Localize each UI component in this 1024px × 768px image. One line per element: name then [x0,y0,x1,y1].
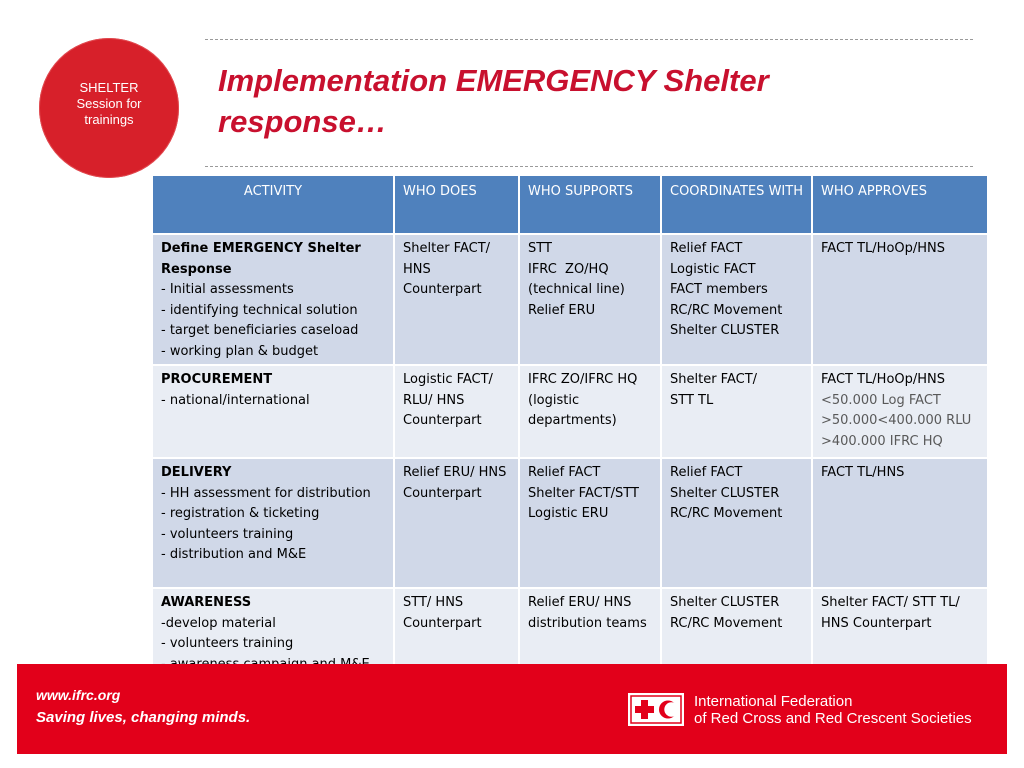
slide-title [218,60,958,142]
activity-item: - volunteers training [161,636,294,651]
slide-title-line-2: response… [218,104,387,139]
header-coordinates-with: COORDINATES WITH [661,175,812,234]
session-badge [39,38,179,178]
coordinator: Shelter CLUSTER [670,595,780,610]
who-does-cell: Relief ERU/ HNS Counterpart [394,458,519,588]
coordinator: Shelter CLUSTER [670,323,780,338]
supporter: Relief ERU/ HNS distribution teams [528,595,647,631]
who-does-cell: Logistic FACT/ RLU/ HNS Counterpart [394,365,519,458]
badge-line-2: Session for [76,96,142,111]
header-activity: ACTIVITY [152,175,394,234]
activity-item: - distribution and M&E [161,547,307,562]
activity-item: - HH assessment for distribution [161,485,371,501]
coordinator: RC/RC Movement [670,302,783,318]
activity-item: -develop material [161,615,276,631]
supporter: Relief ERU [528,302,596,318]
badge-line-3: trainings [84,112,134,127]
table-row [152,365,988,458]
activity-cell [152,234,394,365]
who-does-cell: STT/ HNS Counterpart [394,588,519,681]
approver: FACT TL/HoOp/HNS [821,372,946,387]
header-who-approves: WHO APPROVES [812,175,988,234]
coordinator: FACT members [670,282,768,297]
coordinator: RC/RC Movement [670,506,783,521]
supporter: Shelter FACT/STT [528,485,639,501]
approves-cell [812,234,988,365]
supporter: STT [528,241,552,256]
session-badge-text [59,80,159,128]
approves-cell [812,365,988,458]
emblem-graphic [630,695,682,724]
supporter: Logistic ERU [528,506,609,521]
footer-tagline: Saving lives, changing minds. [36,709,251,726]
activity-item: - Initial assessments [161,282,294,297]
who-supports-cell [519,234,661,365]
table-header-row [152,175,988,234]
activity-item: - identifying technical solution [161,302,358,318]
organization-name-line-2: of Red Cross and Red Crescent Societies [694,710,972,727]
approver: FACT TL/HoOp/HNS [821,241,946,256]
organization-name-line-1: International Federation [694,693,853,710]
approver: FACT TL/HNS [821,465,905,480]
supporter: IFRC ZO/IFRC HQ (logistic departments) [528,372,642,428]
activity-item: - registration & ticketing [161,506,320,521]
who-supports-cell [519,458,661,588]
coordinates-cell [661,365,812,458]
coordinator: Logistic FACT [670,261,756,277]
supporter: Relief FACT [528,465,601,480]
coordinator: STT TL [670,392,714,408]
who-supports-cell [519,365,661,458]
activity-title: DELIVERY [161,465,232,480]
organization-name [694,693,972,727]
table-row [152,458,988,588]
approver: Shelter FACT/ STT TL/ HNS Counterpart [821,595,964,631]
activity-item: - target beneficiaries caseload [161,323,359,338]
top-divider [205,39,973,40]
activity-title: Define EMERGENCY Shelter Response [161,241,366,277]
activity-item: - volunteers training [161,526,294,542]
who-does-cell: Shelter FACT/ HNS Counterpart [394,234,519,365]
coordinator: Shelter FACT/ [670,372,758,387]
title-divider [205,166,973,167]
coordinates-cell [661,458,812,588]
activity-item: - national/international [161,392,310,408]
coordinator: RC/RC Movement [670,615,783,631]
approval-threshold: >400.000 IFRC HQ [821,433,943,449]
activity-item: - working plan & budget [161,343,319,359]
coordinator: Relief FACT [670,465,743,480]
slide-title-line-1: Implementation EMERGENCY Shelter [218,63,769,98]
footer-bar [17,664,1007,754]
header-who-does: WHO DOES [394,175,519,234]
coordinator: Relief FACT [670,241,743,256]
coordinator: Shelter CLUSTER [670,485,780,501]
table-row [152,234,988,365]
red-cross-red-crescent-emblem-icon [628,693,684,726]
supporter: IFRC ZO/HQ (technical line) [528,261,625,297]
activity-title: AWARENESS [161,595,252,610]
shelter-responsibility-table [151,174,989,682]
activity-title: PROCUREMENT [161,372,273,387]
approval-threshold: <50.000 Log FACT [821,392,941,408]
approves-cell [812,458,988,588]
footer-url-link[interactable]: www.ifrc.org [36,687,121,703]
badge-line-1: SHELTER [79,80,139,95]
activity-cell [152,365,394,458]
coordinates-cell [661,234,812,365]
approval-threshold: >50.000<400.000 RLU [821,413,972,428]
activity-cell [152,458,394,588]
header-who-supports: WHO SUPPORTS [519,175,661,234]
